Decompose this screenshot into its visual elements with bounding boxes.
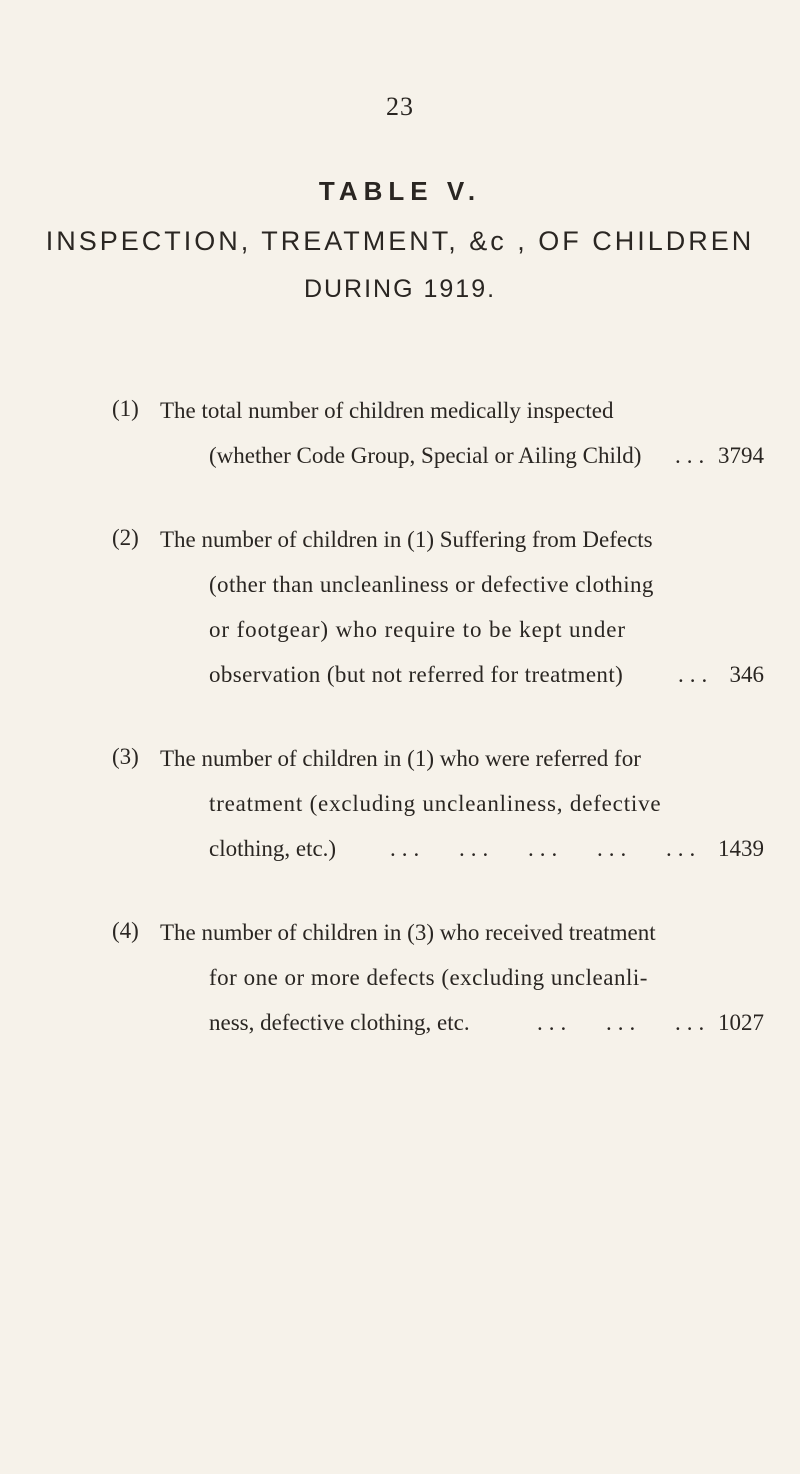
item-number: (4): [112, 918, 139, 943]
item-text: (other than uncleanliness or defective clothing: [209, 572, 654, 597]
item-text: The total number of children medically inspected: [160, 398, 614, 423]
item-text: treatment (excluding uncleanliness, defective: [209, 791, 662, 816]
item-value: 346: [729, 662, 764, 687]
item-value: 1439: [718, 836, 764, 861]
dot-leader: ... ... ... ... ...: [390, 836, 702, 861]
item-value: 1027: [718, 1010, 764, 1035]
heading-line-2: DURING 1919.: [303, 275, 497, 303]
item-text: for one or more defects (excluding uncleanli-: [209, 965, 648, 990]
item-number: (2): [112, 525, 139, 550]
list-item: [0, 744, 800, 879]
item-line: [0, 396, 800, 441]
item-line: [0, 525, 800, 570]
page-number: 23: [386, 92, 414, 121]
list-item: [0, 396, 800, 486]
item-text: or footgear) who require to be kept under: [209, 617, 626, 642]
table-title: TABLE V.: [318, 176, 482, 206]
item-line: [0, 834, 800, 879]
item-text: The number of children in (3) who received treatment: [160, 920, 656, 945]
list-item: [0, 918, 800, 1053]
item-text: The number of children in (1) Suffering from Defects: [160, 527, 653, 552]
item-line: [0, 660, 800, 705]
item-line: [0, 918, 800, 963]
item-number: (1): [112, 396, 139, 421]
item-line: [0, 1008, 800, 1053]
item-line: [0, 615, 800, 660]
item-line: [0, 570, 800, 615]
list-item: [0, 525, 800, 705]
item-text: ness, defective clothing, etc.: [209, 1010, 470, 1035]
item-line: [0, 789, 800, 834]
item-text: clothing, etc.): [209, 836, 337, 861]
item-number: (3): [112, 744, 139, 769]
item-line: [0, 744, 800, 789]
dot-leader: ...: [675, 443, 711, 468]
item-text: (whether Code Group, Special or Ailing Child): [209, 443, 642, 468]
dot-leader: ...: [678, 662, 714, 687]
item-text: The number of children in (1) who were referred for: [160, 746, 641, 771]
dot-leader: ... ... ...: [537, 1010, 711, 1035]
heading-line-1: INSPECTION, TREATMENT, &c , OF CHILDREN: [45, 226, 755, 256]
item-line: [0, 441, 800, 486]
item-text: observation (but not referred for treatment): [209, 662, 624, 687]
item-value: 3794: [718, 443, 764, 468]
item-line: [0, 963, 800, 1008]
items-list: [0, 396, 800, 1092]
